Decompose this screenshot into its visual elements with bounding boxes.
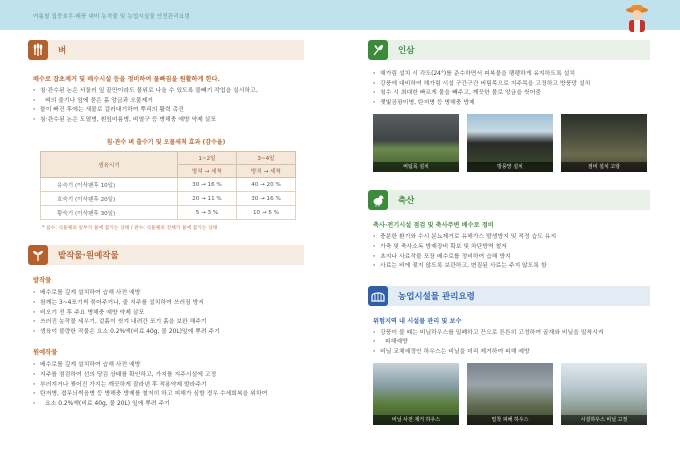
table-cell: 40 → 20 % <box>236 178 295 192</box>
facility-photo <box>373 363 459 425</box>
rice-table-title: 침·관수 벼 출수기 및 오물세척 효과 (감수율) <box>106 139 226 147</box>
list-item: · 쓰러진 농작물 세우기, 겉흙이 씻겨 내려간 포기 흙을 보완 해주기 <box>33 318 304 328</box>
facility-photo <box>467 363 553 425</box>
left-column <box>28 40 304 409</box>
ginseng-leaf-icon <box>368 40 388 60</box>
table-cell: 10 → 5 % <box>236 206 295 220</box>
photo-caption: 방풍망 설치 <box>467 162 553 172</box>
table-note: * 침수: 식물체의 일부가 물에 잠기는 상태 / 관수: 식물체의 전체가 물에 잠기는 상태 <box>42 226 218 232</box>
list-item: · 피해예방 <box>373 338 650 348</box>
facility-photos <box>373 363 650 425</box>
table-row <box>41 192 296 206</box>
sprout-icon <box>28 245 48 265</box>
ginseng-title: 인삼 <box>398 46 415 56</box>
ginseng-photo <box>467 114 553 172</box>
table-subheader: 방치 → 세척 <box>236 165 295 178</box>
list-item: · 잿빛곰팡이병, 탄저병 등 병해충 방제 <box>373 99 650 109</box>
field-title: 밭작물·원예작물 <box>58 251 119 262</box>
field-subtitle: 밭작물 <box>33 277 52 285</box>
list-item: · 사료는 비에 젖지 않도록 보관하고, 변질된 사료는 주지 않도록 함 <box>373 262 650 272</box>
ginseng-section-header <box>368 40 650 60</box>
list-item: · 부러지거나 찢어진 가지는 깨끗하게 잘라낸 후 적용약제 발라주기 <box>33 381 304 391</box>
field-bullets <box>28 289 304 337</box>
livestock-lead: 축사·전기시설 점검 및 축사주변 배수로 정비 <box>373 222 494 230</box>
list-item: · 탄저병, 겹무늬썩음병 등 병해충 방제를 철저히 하고 피해가 심할 경우 수세회복을 위하여 <box>33 390 304 400</box>
table-row <box>41 178 296 192</box>
rice-title: 벼 <box>58 46 67 56</box>
list-item: · 가축 및 축사소독 방제장비 확보 및 차단방역 철저 <box>373 243 650 253</box>
ginseng-photo <box>373 114 459 172</box>
table-row <box>41 206 296 220</box>
list-item: · 지주를 점검하여 선의 당김 상태를 확인하고, 가지를 지주시설에 고정 <box>33 371 304 381</box>
hort-bullets <box>28 361 304 409</box>
top-banner <box>0 0 680 30</box>
facility-section-header <box>368 286 650 306</box>
table-subheader: 방치 → 세척 <box>177 165 236 178</box>
ginseng-bullets <box>368 70 650 108</box>
header-title: 여름철 집중호우·태풍 대비 농작물 및 농업시설물 안전관리요령 <box>33 14 190 20</box>
table-cell: 5 → 3 % <box>177 206 236 220</box>
right-column <box>368 40 650 425</box>
livestock-section-header <box>368 190 650 210</box>
photo-caption: 시설하우스 비닐 고정 <box>561 415 647 425</box>
list-item: · 생육이 불량한 작물은 요소 0.2%액(비료 40g, 물 20L)잎에 뿌려 주기 <box>33 328 304 338</box>
facility-bullets <box>368 329 650 358</box>
list-item: · 침·관수된 논은 서둘러 잎 끝만이라도 물위로 나올 수 있도록 물빼기 작업을 실시하고, <box>33 87 304 97</box>
photo-caption: 버팀목 설치 <box>373 162 459 172</box>
list-item: · 침·관수된 논은 도열병, 흰잎마름병, 벼멸구 등 병해충 예방 약제 살포 <box>33 116 304 126</box>
table-cell: 30 → 16 % <box>236 192 295 206</box>
photo-caption: 비닐 사전 제거 하우스 <box>373 415 459 425</box>
list-item: · 비오기 전 후 주요 병해충 예방 약제 살포 <box>33 309 304 319</box>
ginseng-photo <box>561 114 647 172</box>
field-section-header <box>28 245 304 265</box>
table-header: 1~2일 <box>177 152 236 165</box>
table-cell: 20 → 11 % <box>177 192 236 206</box>
list-item: · 충분한 환기와 수시 분뇨제거로 유해가스 발생방지 및 적정 습도 유지 <box>373 233 650 243</box>
greenhouse-icon <box>368 286 388 306</box>
rice-bullets <box>28 87 304 125</box>
list-item: · 요소 0.2%액(비료 40g, 물 20L) 잎에 뿌려 주기 <box>33 400 304 410</box>
ginseng-photos <box>373 114 650 172</box>
rice-section-header <box>28 40 304 60</box>
rice-icon <box>28 40 48 60</box>
rice-yield-table <box>40 151 296 220</box>
list-item: · 강풍에 대비하여 해가림 시설 구간구간 버팀목으로 지주목을 고정하고 방풍망 설치 <box>373 80 650 90</box>
livestock-title: 축산 <box>398 196 415 207</box>
list-item: · 배수로를 깊게 설치하여 습해 사전 예방 <box>33 361 304 371</box>
table-cell: 호숙기 (이삭팬후 20일) <box>41 192 178 206</box>
hort-subtitle: 원예작물 <box>33 349 58 357</box>
photo-caption: 점비 설치 고랑 <box>561 162 647 172</box>
list-item: · 침수 시 최대한 빠르게 물을 빼주고, 깨끗한 물로 앙금을 씻어줌 <box>373 89 650 99</box>
table-cell: 유숙기 (이삭팬후 10일) <box>41 178 178 192</box>
list-item: · 초지나 사료작물 포장 배수로를 정비하여 습해 방지 <box>373 253 650 263</box>
list-item: · 해가림 설치 시 각도(24°)를 준수하면서 피복물을 팽팽하게 유지하도록 설치 <box>373 70 650 80</box>
list-item: · 강풍이 불 때는 비닐하우스를 밀폐하고 끈으로 튼튼히 고정하여 골재와 비닐을 밀착시켜 <box>373 329 650 339</box>
rice-lead: 배수로 잡초제거 및 배수시설 등을 정비하여 물빠짐을 원활하게 한다. <box>33 76 220 83</box>
photo-caption: 밀착 피해 하우스 <box>467 415 553 425</box>
facility-title: 농업시설물 관리요령 <box>398 291 475 302</box>
table-header: 3~4일 <box>236 152 295 165</box>
table-header: 생육시기 <box>41 152 178 178</box>
facility-photo <box>561 363 647 425</box>
table-cell: 황숙기 (이삭팬후 30일) <box>41 206 178 220</box>
list-item: · 참깨는 3~4포기씩 묶어주거나, 줄 지주를 설치하여 쓰러짐 방지 <box>33 299 304 309</box>
facility-lead: 위험지역 내 시설물 관리 및 보수 <box>373 317 462 325</box>
livestock-bullets <box>368 233 650 271</box>
chicken-icon <box>368 190 388 210</box>
table-cell: 30 → 16 % <box>177 178 236 192</box>
farmer-illustration-icon <box>617 2 657 32</box>
list-item: · 물이 빠진 후에는 새물로 걸러대기하여 뿌리의 활력 촉진 <box>33 106 304 116</box>
list-item: · 비닐 교체예정인 하우스는 비닐을 미리 제거하여 피해 예방 <box>373 348 650 358</box>
list-item: · 배수로를 깊게 설치하여 습해 사전 예방 <box>33 289 304 299</box>
list-item: · 벼의 줄기나 잎에 묻은 흙 앙금과 오물제거 <box>33 97 304 107</box>
